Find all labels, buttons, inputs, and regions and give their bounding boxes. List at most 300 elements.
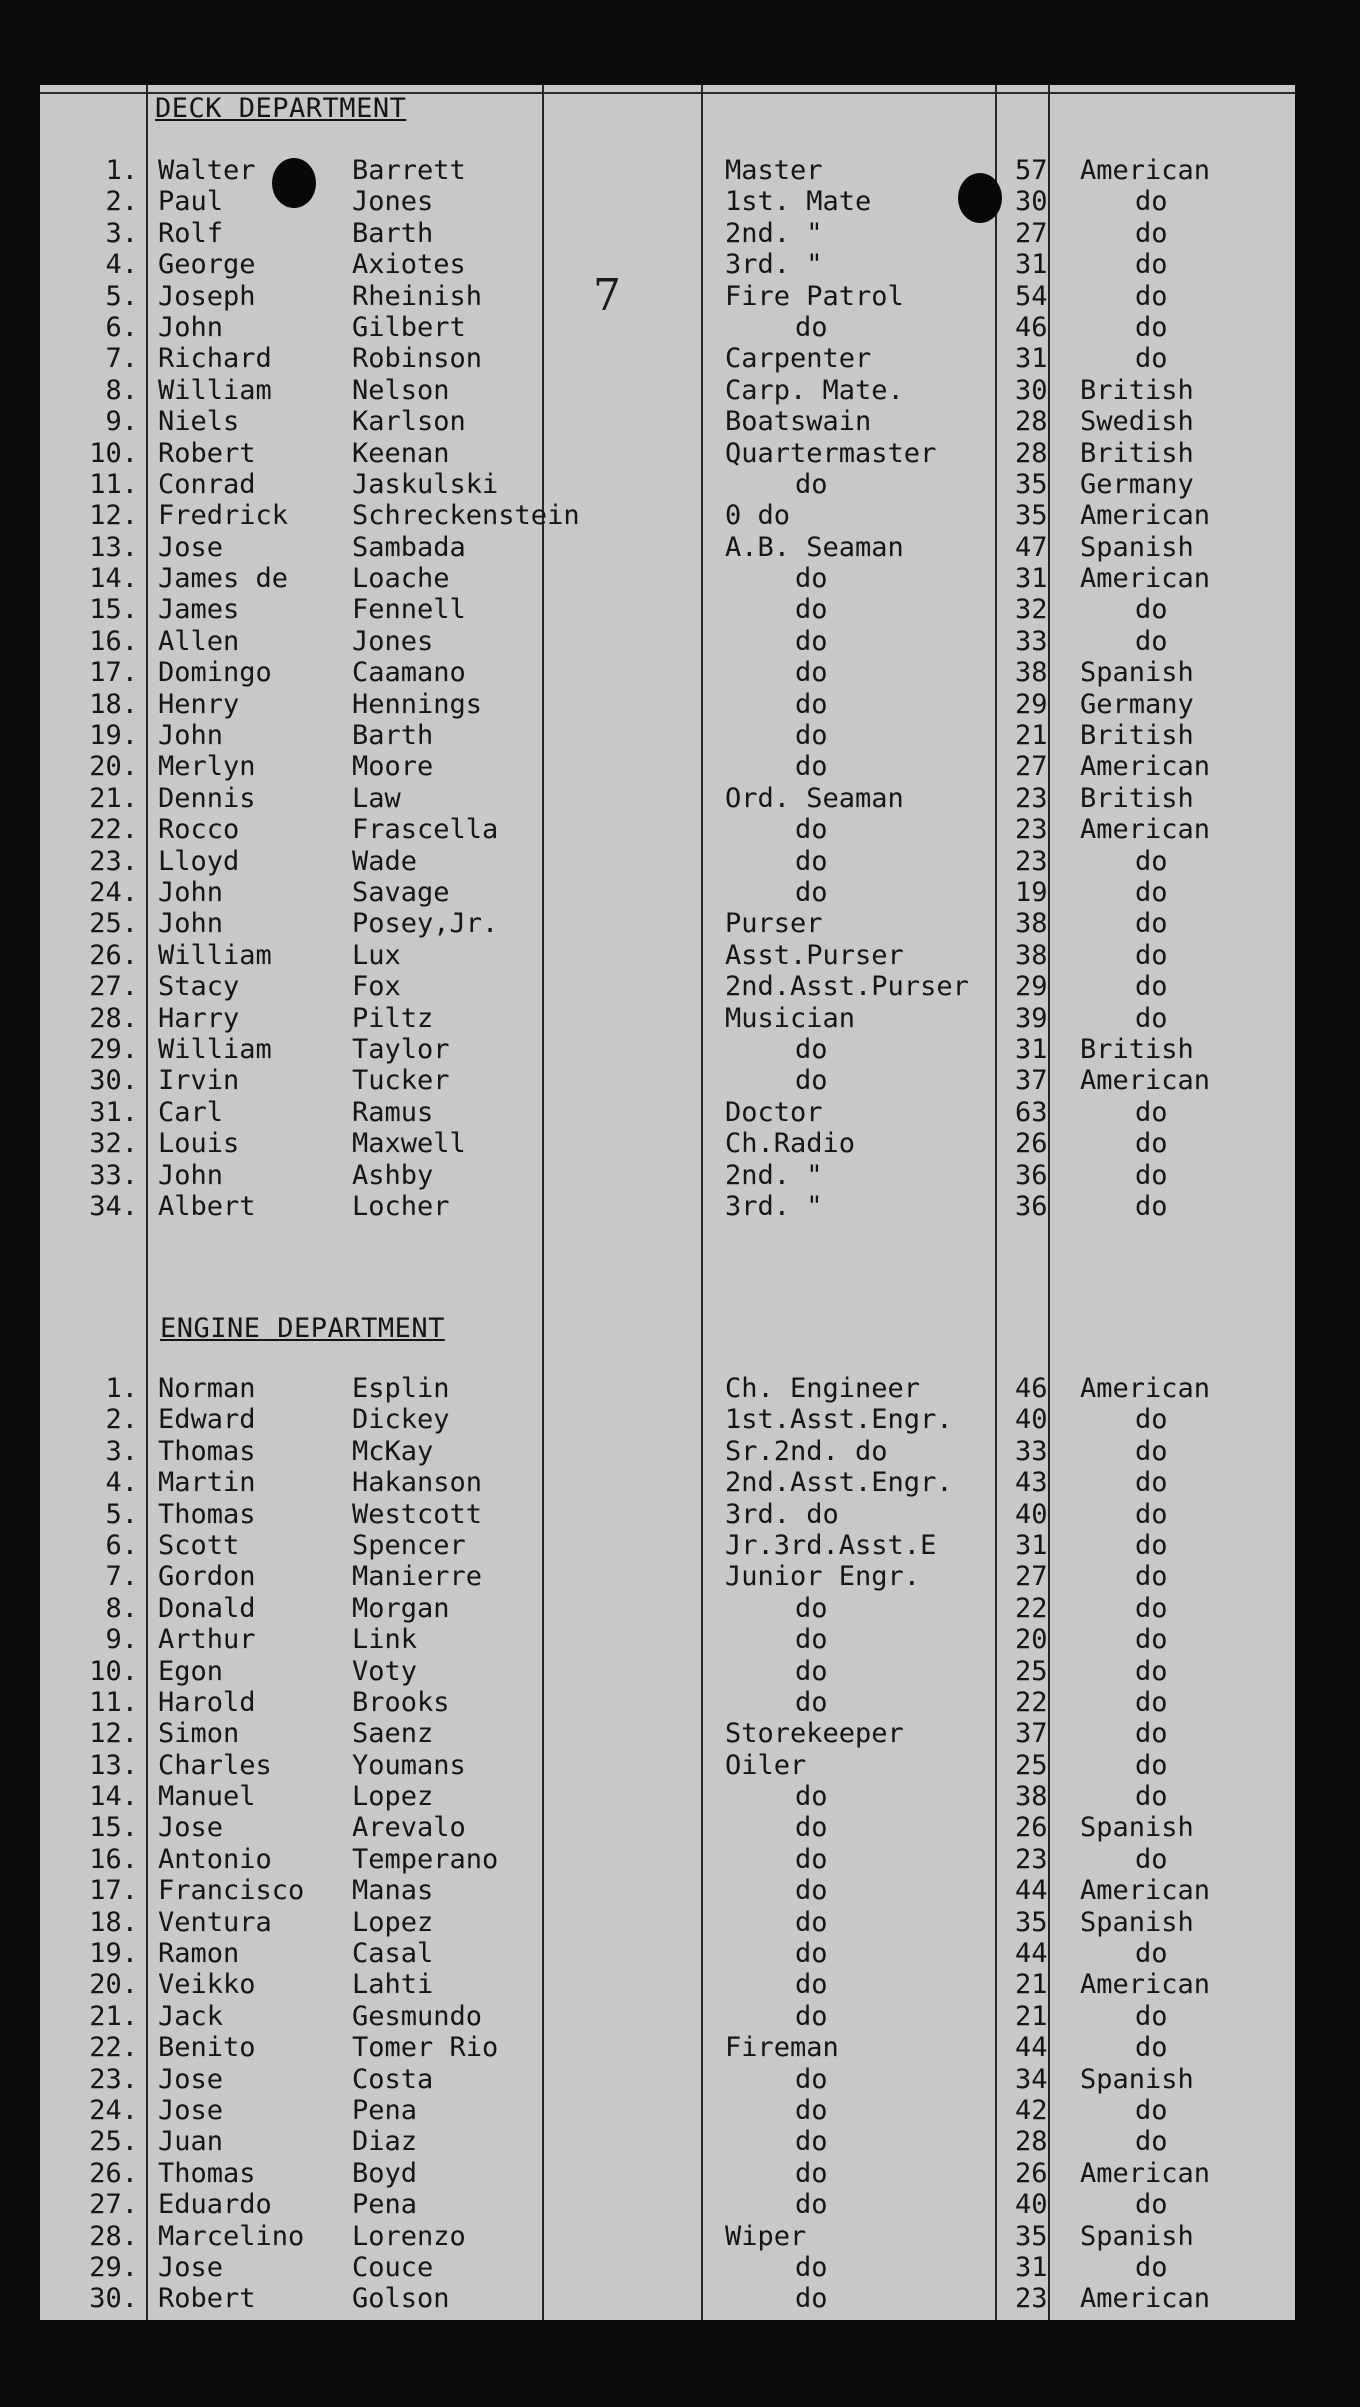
first-name: William — [158, 374, 272, 406]
first-name: Simon — [158, 1718, 240, 1750]
first-name: Norman — [158, 1373, 256, 1404]
crew-number: 14. — [89, 563, 138, 595]
age: 21 — [1015, 2000, 1048, 2032]
nationality: do — [1135, 1686, 1168, 1718]
first-name: George — [158, 249, 256, 281]
crew-row — [40, 2126, 1295, 2157]
rating: do — [795, 625, 828, 657]
crew-number: 26. — [89, 2157, 138, 2189]
crew-number: 31. — [89, 1096, 138, 1128]
crew-number: 8. — [105, 374, 138, 406]
rating: do — [795, 2189, 828, 2221]
crew-number: 21. — [89, 782, 138, 814]
first-name: John — [158, 908, 224, 940]
rating: A.B. Seaman — [725, 531, 904, 563]
crew-number: 22. — [89, 814, 138, 846]
first-name: Domingo — [158, 657, 272, 689]
rating: do — [795, 1812, 828, 1844]
rating: Fire Patrol — [725, 280, 904, 312]
rating: do — [795, 751, 828, 783]
crew-row — [40, 1656, 1295, 1687]
age: 23 — [1015, 1843, 1048, 1875]
nationality: do — [1135, 217, 1168, 249]
rating: do — [795, 1938, 828, 1970]
age: 31 — [1015, 249, 1048, 281]
nationality: do — [1135, 1190, 1168, 1222]
nationality: British — [1080, 720, 1194, 752]
crew-row — [40, 186, 1295, 217]
age: 33 — [1015, 625, 1048, 657]
nationality: do — [1135, 280, 1168, 312]
rating: do — [795, 1686, 828, 1718]
crew-row — [40, 1718, 1295, 1749]
rating: 3rd. " — [725, 249, 823, 281]
age: 21 — [1015, 1969, 1048, 2001]
age: 38 — [1015, 657, 1048, 689]
crew-row — [40, 563, 1295, 594]
rating: Fireman — [725, 2032, 839, 2064]
crew-row — [40, 1812, 1295, 1843]
age: 19 — [1015, 876, 1048, 908]
first-name: Niels — [158, 406, 240, 438]
last-name: Sambada — [352, 531, 466, 563]
last-name: Jaskulski — [352, 468, 499, 500]
crew-row — [40, 1844, 1295, 1875]
crew-row — [40, 1191, 1295, 1222]
last-name: Lorenzo — [352, 2220, 466, 2252]
rating: 2nd.Asst.Engr. — [725, 1467, 953, 1499]
nationality: American — [1080, 1969, 1211, 2001]
age: 26 — [1015, 1128, 1048, 1160]
nationality: do — [1135, 908, 1168, 940]
crew-number: 18. — [89, 688, 138, 720]
age: 38 — [1015, 939, 1048, 971]
crew-number: 24. — [89, 876, 138, 908]
rating: 2nd. " — [725, 217, 823, 249]
crew-row — [40, 940, 1295, 971]
age: 32 — [1015, 594, 1048, 626]
age: 42 — [1015, 2094, 1048, 2126]
first-name: Stacy — [158, 971, 240, 1003]
last-name: Schreckenstein — [352, 500, 580, 532]
last-name: Loache — [352, 563, 450, 595]
nationality: American — [1080, 2157, 1211, 2189]
last-name: Pena — [352, 2189, 418, 2221]
age: 57 — [1015, 155, 1048, 186]
crew-row — [40, 469, 1295, 500]
rating: do — [795, 845, 828, 877]
first-name: Jose — [158, 1812, 224, 1844]
crew-row — [40, 1003, 1295, 1034]
crew-number: 26. — [89, 939, 138, 971]
age: 31 — [1015, 343, 1048, 375]
nationality: do — [1135, 186, 1168, 218]
age: 31 — [1015, 1529, 1048, 1561]
age: 38 — [1015, 908, 1048, 940]
nationality: do — [1135, 1718, 1168, 1750]
last-name: Posey,Jr. — [352, 908, 499, 940]
rating: do — [795, 1033, 828, 1065]
crew-row — [40, 1404, 1295, 1435]
nationality: American — [1080, 814, 1211, 846]
nationality: do — [1135, 625, 1168, 657]
last-name: Pena — [352, 2094, 418, 2126]
first-name: John — [158, 720, 224, 752]
crew-number: 20. — [89, 751, 138, 783]
last-name: Jones — [352, 625, 434, 657]
rating: Carp. Mate. — [725, 374, 904, 406]
rating: do — [795, 311, 828, 343]
last-name: Rheinish — [352, 280, 483, 312]
crew-number: 7. — [105, 1561, 138, 1593]
last-name: Arevalo — [352, 1812, 466, 1844]
age: 20 — [1015, 1624, 1048, 1656]
last-name: Lopez — [352, 1906, 434, 1938]
age: 40 — [1015, 2189, 1048, 2221]
crew-row — [40, 846, 1295, 877]
crew-row — [40, 2283, 1295, 2314]
nationality: Spanish — [1080, 2063, 1194, 2095]
first-name: Manuel — [158, 1781, 256, 1813]
last-name: Dickey — [352, 1404, 450, 1436]
last-name: Esplin — [352, 1373, 450, 1404]
rating: 0 do — [725, 500, 791, 532]
rating: Jr.3rd.Asst.E — [725, 1529, 937, 1561]
nationality: American — [1080, 1875, 1211, 1907]
first-name: Irvin — [158, 1065, 240, 1097]
age: 34 — [1015, 2063, 1048, 2095]
first-name: Benito — [158, 2032, 256, 2064]
last-name: Moore — [352, 751, 434, 783]
nationality: do — [1135, 876, 1168, 908]
rating: do — [795, 876, 828, 908]
crew-row — [40, 2064, 1295, 2095]
first-name: Edward — [158, 1404, 256, 1436]
first-name: Walter — [158, 155, 256, 186]
age: 40 — [1015, 1498, 1048, 1530]
first-name: Thomas — [158, 1435, 256, 1467]
rating: 2nd.Asst.Purser — [725, 971, 969, 1003]
rating: 1st.Asst.Engr. — [725, 1404, 953, 1436]
first-name: William — [158, 1033, 272, 1065]
nationality: do — [1135, 1128, 1168, 1160]
rating: do — [795, 1843, 828, 1875]
crew-number: 30. — [89, 1065, 138, 1097]
rating: 2nd. " — [725, 1159, 823, 1191]
age: 28 — [1015, 437, 1048, 469]
punch-hole — [958, 173, 1002, 223]
first-name: Ramon — [158, 1938, 240, 1970]
first-name: Conrad — [158, 468, 256, 500]
deck-crew-list — [40, 155, 1295, 1222]
crew-number: 23. — [89, 845, 138, 877]
crew-row — [40, 155, 1295, 186]
crew-number: 5. — [105, 280, 138, 312]
crew-number: 18. — [89, 1906, 138, 1938]
last-name: Hakanson — [352, 1467, 483, 1499]
crew-row — [40, 1065, 1295, 1096]
nationality: do — [1135, 1843, 1168, 1875]
crew-number: 33. — [89, 1159, 138, 1191]
last-name: Lahti — [352, 1969, 434, 2001]
nationality: do — [1135, 1781, 1168, 1813]
last-name: Barth — [352, 720, 434, 752]
nationality: do — [1135, 971, 1168, 1003]
crew-number: 17. — [89, 1875, 138, 1907]
last-name: Casal — [352, 1938, 434, 1970]
nationality: do — [1135, 1655, 1168, 1687]
crew-number: 19. — [89, 720, 138, 752]
age: 38 — [1015, 1781, 1048, 1813]
first-name: Egon — [158, 1655, 224, 1687]
rating: do — [795, 1781, 828, 1813]
first-name: Paul — [158, 186, 224, 218]
rating: do — [795, 594, 828, 626]
crew-number: 3. — [105, 1435, 138, 1467]
last-name: Golson — [352, 2283, 450, 2315]
rating: do — [795, 1875, 828, 1907]
nationality: do — [1135, 2000, 1168, 2032]
last-name: Spencer — [352, 1529, 466, 1561]
age: 40 — [1015, 1404, 1048, 1436]
first-name: Albert — [158, 1190, 256, 1222]
crew-row — [40, 2032, 1295, 2063]
age: 44 — [1015, 2032, 1048, 2064]
nationality: Spanish — [1080, 1812, 1194, 1844]
rating: Ord. Seaman — [725, 782, 904, 814]
age: 26 — [1015, 2157, 1048, 2189]
crew-row — [40, 2001, 1295, 2032]
crew-row — [40, 657, 1295, 688]
rating: Purser — [725, 908, 823, 940]
age: 27 — [1015, 217, 1048, 249]
crew-row — [40, 594, 1295, 625]
rating: Master — [725, 155, 823, 186]
crew-number: 14. — [89, 1781, 138, 1813]
age: 31 — [1015, 2251, 1048, 2283]
age: 54 — [1015, 280, 1048, 312]
first-name: Jose — [158, 2251, 224, 2283]
age: 36 — [1015, 1159, 1048, 1191]
last-name: Diaz — [352, 2126, 418, 2158]
last-name: Youmans — [352, 1749, 466, 1781]
crew-number: 20. — [89, 1969, 138, 2001]
crew-row — [40, 783, 1295, 814]
crew-row — [40, 1938, 1295, 1969]
first-name: Gordon — [158, 1561, 256, 1593]
crew-row — [40, 1624, 1295, 1655]
last-name: Gesmundo — [352, 2000, 483, 2032]
first-name: Eduardo — [158, 2189, 272, 2221]
crew-row — [40, 1530, 1295, 1561]
engine-department-heading: ENGINE DEPARTMENT — [160, 1313, 445, 1344]
crew-row — [40, 1781, 1295, 1812]
nationality: American — [1080, 1373, 1211, 1404]
crew-number: 12. — [89, 500, 138, 532]
crew-number: 17. — [89, 657, 138, 689]
first-name: Juan — [158, 2126, 224, 2158]
rating: Ch. Engineer — [725, 1373, 921, 1404]
first-name: Antonio — [158, 1843, 272, 1875]
crew-row — [40, 2158, 1295, 2189]
nationality: do — [1135, 249, 1168, 281]
crew-number: 2. — [105, 1404, 138, 1436]
rating: do — [795, 563, 828, 595]
age: 23 — [1015, 2283, 1048, 2315]
nationality: do — [1135, 1624, 1168, 1656]
crew-number: 29. — [89, 2251, 138, 2283]
age: 27 — [1015, 1561, 1048, 1593]
last-name: Brooks — [352, 1686, 450, 1718]
crew-number: 13. — [89, 1749, 138, 1781]
nationality: do — [1135, 1096, 1168, 1128]
last-name: Boyd — [352, 2157, 418, 2189]
first-name: Louis — [158, 1128, 240, 1160]
crew-number: 4. — [105, 249, 138, 281]
crew-number: 12. — [89, 1718, 138, 1750]
last-name: Lux — [352, 939, 401, 971]
crew-row — [40, 1561, 1295, 1592]
crew-number: 7. — [105, 343, 138, 375]
crew-number: 9. — [105, 1624, 138, 1656]
last-name: Barth — [352, 217, 434, 249]
last-name: Keenan — [352, 437, 450, 469]
nationality: American — [1080, 500, 1211, 532]
nationality: Swedish — [1080, 406, 1194, 438]
rating: Carpenter — [725, 343, 872, 375]
crew-number: 22. — [89, 2032, 138, 2064]
crew-number: 11. — [89, 1686, 138, 1718]
last-name: Saenz — [352, 1718, 434, 1750]
crew-number: 2. — [105, 186, 138, 218]
first-name: Charles — [158, 1749, 272, 1781]
crew-number: 29. — [89, 1033, 138, 1065]
age: 33 — [1015, 1435, 1048, 1467]
rating: Doctor — [725, 1096, 823, 1128]
first-name: Fredrick — [158, 500, 289, 532]
first-name: Scott — [158, 1529, 240, 1561]
first-name: Donald — [158, 1592, 256, 1624]
nationality: do — [1135, 845, 1168, 877]
age: 29 — [1015, 971, 1048, 1003]
last-name: Westcott — [352, 1498, 483, 1530]
rating: do — [795, 2126, 828, 2158]
crew-row — [40, 720, 1295, 751]
age: 25 — [1015, 1749, 1048, 1781]
age: 29 — [1015, 688, 1048, 720]
rating: do — [795, 688, 828, 720]
rating: Junior Engr. — [725, 1561, 921, 1593]
nationality: do — [1135, 1561, 1168, 1593]
crew-number: 10. — [89, 437, 138, 469]
age: 27 — [1015, 751, 1048, 783]
last-name: Savage — [352, 876, 450, 908]
first-name: Jose — [158, 2063, 224, 2095]
nationality: do — [1135, 311, 1168, 343]
nationality: do — [1135, 1592, 1168, 1624]
rating: 1st. Mate — [725, 186, 872, 218]
last-name: Costa — [352, 2063, 434, 2095]
crew-number: 11. — [89, 468, 138, 500]
nationality: Spanish — [1080, 1906, 1194, 1938]
age: 46 — [1015, 1373, 1048, 1404]
crew-row — [40, 971, 1295, 1002]
last-name: Lopez — [352, 1781, 434, 1813]
first-name: Henry — [158, 688, 240, 720]
crew-number: 28. — [89, 1002, 138, 1034]
age: 43 — [1015, 1467, 1048, 1499]
crew-row — [40, 1875, 1295, 1906]
nationality: do — [1135, 1529, 1168, 1561]
crew-number: 5. — [105, 1498, 138, 1530]
nationality: do — [1135, 1159, 1168, 1191]
rating: Wiper — [725, 2220, 807, 2252]
crew-row — [40, 814, 1295, 845]
last-name: Hennings — [352, 688, 483, 720]
crew-number: 25. — [89, 908, 138, 940]
crew-number: 25. — [89, 2126, 138, 2158]
rating: do — [795, 657, 828, 689]
nationality: Germany — [1080, 688, 1194, 720]
crew-number: 32. — [89, 1128, 138, 1160]
rating: do — [795, 2251, 828, 2283]
crew-number: 10. — [89, 1655, 138, 1687]
nationality: British — [1080, 374, 1194, 406]
first-name: John — [158, 1159, 224, 1191]
first-name: Jose — [158, 2094, 224, 2126]
age: 37 — [1015, 1718, 1048, 1750]
last-name: Fox — [352, 971, 401, 1003]
crew-number: 1. — [105, 1373, 138, 1404]
rating: 3rd. " — [725, 1190, 823, 1222]
rating: do — [795, 2157, 828, 2189]
last-name: Tomer Rio — [352, 2032, 499, 2064]
first-name: Rolf — [158, 217, 224, 249]
crew-row — [40, 500, 1295, 531]
crew-row — [40, 2189, 1295, 2220]
rating: Musician — [725, 1002, 856, 1034]
first-name: Lloyd — [158, 845, 240, 877]
nationality: do — [1135, 1435, 1168, 1467]
crew-row — [40, 312, 1295, 343]
age: 31 — [1015, 563, 1048, 595]
age: 28 — [1015, 406, 1048, 438]
first-name: Carl — [158, 1096, 224, 1128]
rating: do — [795, 468, 828, 500]
crew-number: 19. — [89, 1938, 138, 1970]
last-name: Locher — [352, 1190, 450, 1222]
crew-number: 13. — [89, 531, 138, 563]
crew-number: 28. — [89, 2220, 138, 2252]
crew-row — [40, 1687, 1295, 1718]
crew-number: 6. — [105, 311, 138, 343]
first-name: Robert — [158, 437, 256, 469]
crew-row — [40, 438, 1295, 469]
crew-row — [40, 1436, 1295, 1467]
last-name: Robinson — [352, 343, 483, 375]
crew-row — [40, 2252, 1295, 2283]
first-name: Richard — [158, 343, 272, 375]
nationality: American — [1080, 563, 1211, 595]
age: 23 — [1015, 845, 1048, 877]
age: 39 — [1015, 1002, 1048, 1034]
age: 28 — [1015, 2126, 1048, 2158]
crew-row — [40, 689, 1295, 720]
rating: do — [795, 1655, 828, 1687]
nationality: British — [1080, 782, 1194, 814]
first-name: Merlyn — [158, 751, 256, 783]
rating: Asst.Purser — [725, 939, 904, 971]
